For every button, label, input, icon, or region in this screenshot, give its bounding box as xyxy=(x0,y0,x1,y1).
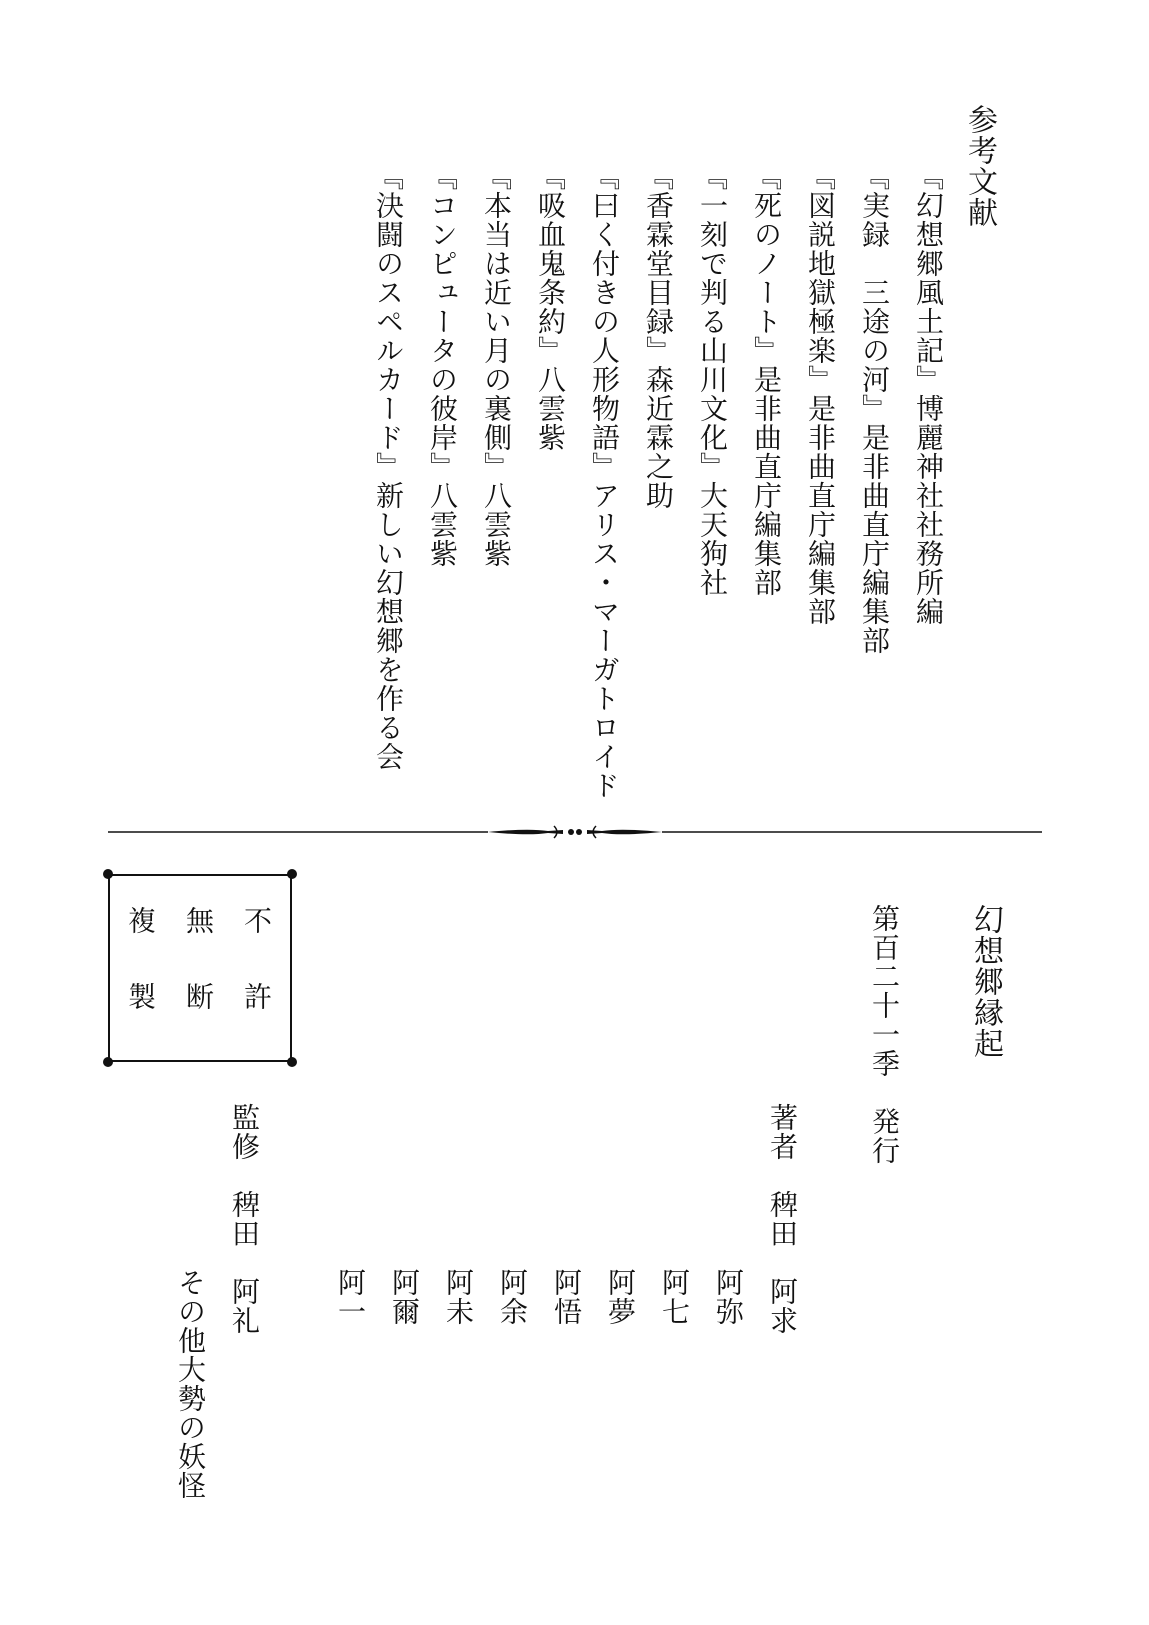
stamp-column: 不許 xyxy=(240,906,273,1058)
stamp-column: 複製 xyxy=(124,906,157,1058)
reference-item: 『死のノート』是非曲直庁編集部 xyxy=(750,162,783,597)
stamp-corner-dot xyxy=(287,869,297,879)
issue-line: 第百二十一季 発行 xyxy=(868,904,901,1165)
reference-item: 『図説地獄極楽』是非曲直庁編集部 xyxy=(804,162,837,626)
stamp-corner-dot xyxy=(287,1057,297,1067)
others-line: その他大勢の妖怪 xyxy=(174,1268,207,1500)
lineage-name: 阿爾 xyxy=(388,1268,421,1326)
reference-item: 『幻想郷風土記』博麗神社社務所編 xyxy=(912,162,945,626)
reference-item: 『決闘のスペルカード』新しい幻想郷を作る会 xyxy=(372,162,405,771)
no-copy-stamp xyxy=(108,874,292,1062)
supervisor-line: 監修 稗田 阿礼 xyxy=(228,1103,261,1335)
stamp-corner-dot xyxy=(103,869,113,879)
references-heading: 参考文献 xyxy=(962,104,997,228)
lineage-name: 阿夢 xyxy=(604,1268,637,1326)
reference-item: 『コンピュータの彼岸』八雲紫 xyxy=(426,162,459,568)
lineage-name: 阿弥 xyxy=(712,1268,745,1326)
reference-item: 『吸血鬼条約』八雲紫 xyxy=(534,162,567,452)
book-title: 幻想郷縁起 xyxy=(968,904,1003,1059)
reference-item: 『本当は近い月の裏側』八雲紫 xyxy=(480,162,513,568)
lineage-name: 阿悟 xyxy=(550,1268,583,1326)
reference-item: 『実録 三途の河』是非曲直庁編集部 xyxy=(858,162,891,655)
lineage-name: 阿一 xyxy=(334,1268,367,1326)
author-line: 著者 稗田 阿求 xyxy=(766,1103,799,1335)
lineage-name: 阿未 xyxy=(442,1268,475,1326)
stamp-column: 無断 xyxy=(182,906,215,1058)
lineage-name: 阿七 xyxy=(658,1268,691,1326)
stamp-corner-dot xyxy=(103,1057,113,1067)
reference-item: 『香霖堂目録』森近霖之助 xyxy=(642,162,675,510)
reference-item: 『曰く付きの人形物語』アリス・マーガトロイド xyxy=(588,162,621,800)
lineage-name: 阿余 xyxy=(496,1268,529,1326)
ornamental-divider xyxy=(108,822,1042,842)
reference-item: 『一刻で判る山川文化』大天狗社 xyxy=(696,162,729,597)
